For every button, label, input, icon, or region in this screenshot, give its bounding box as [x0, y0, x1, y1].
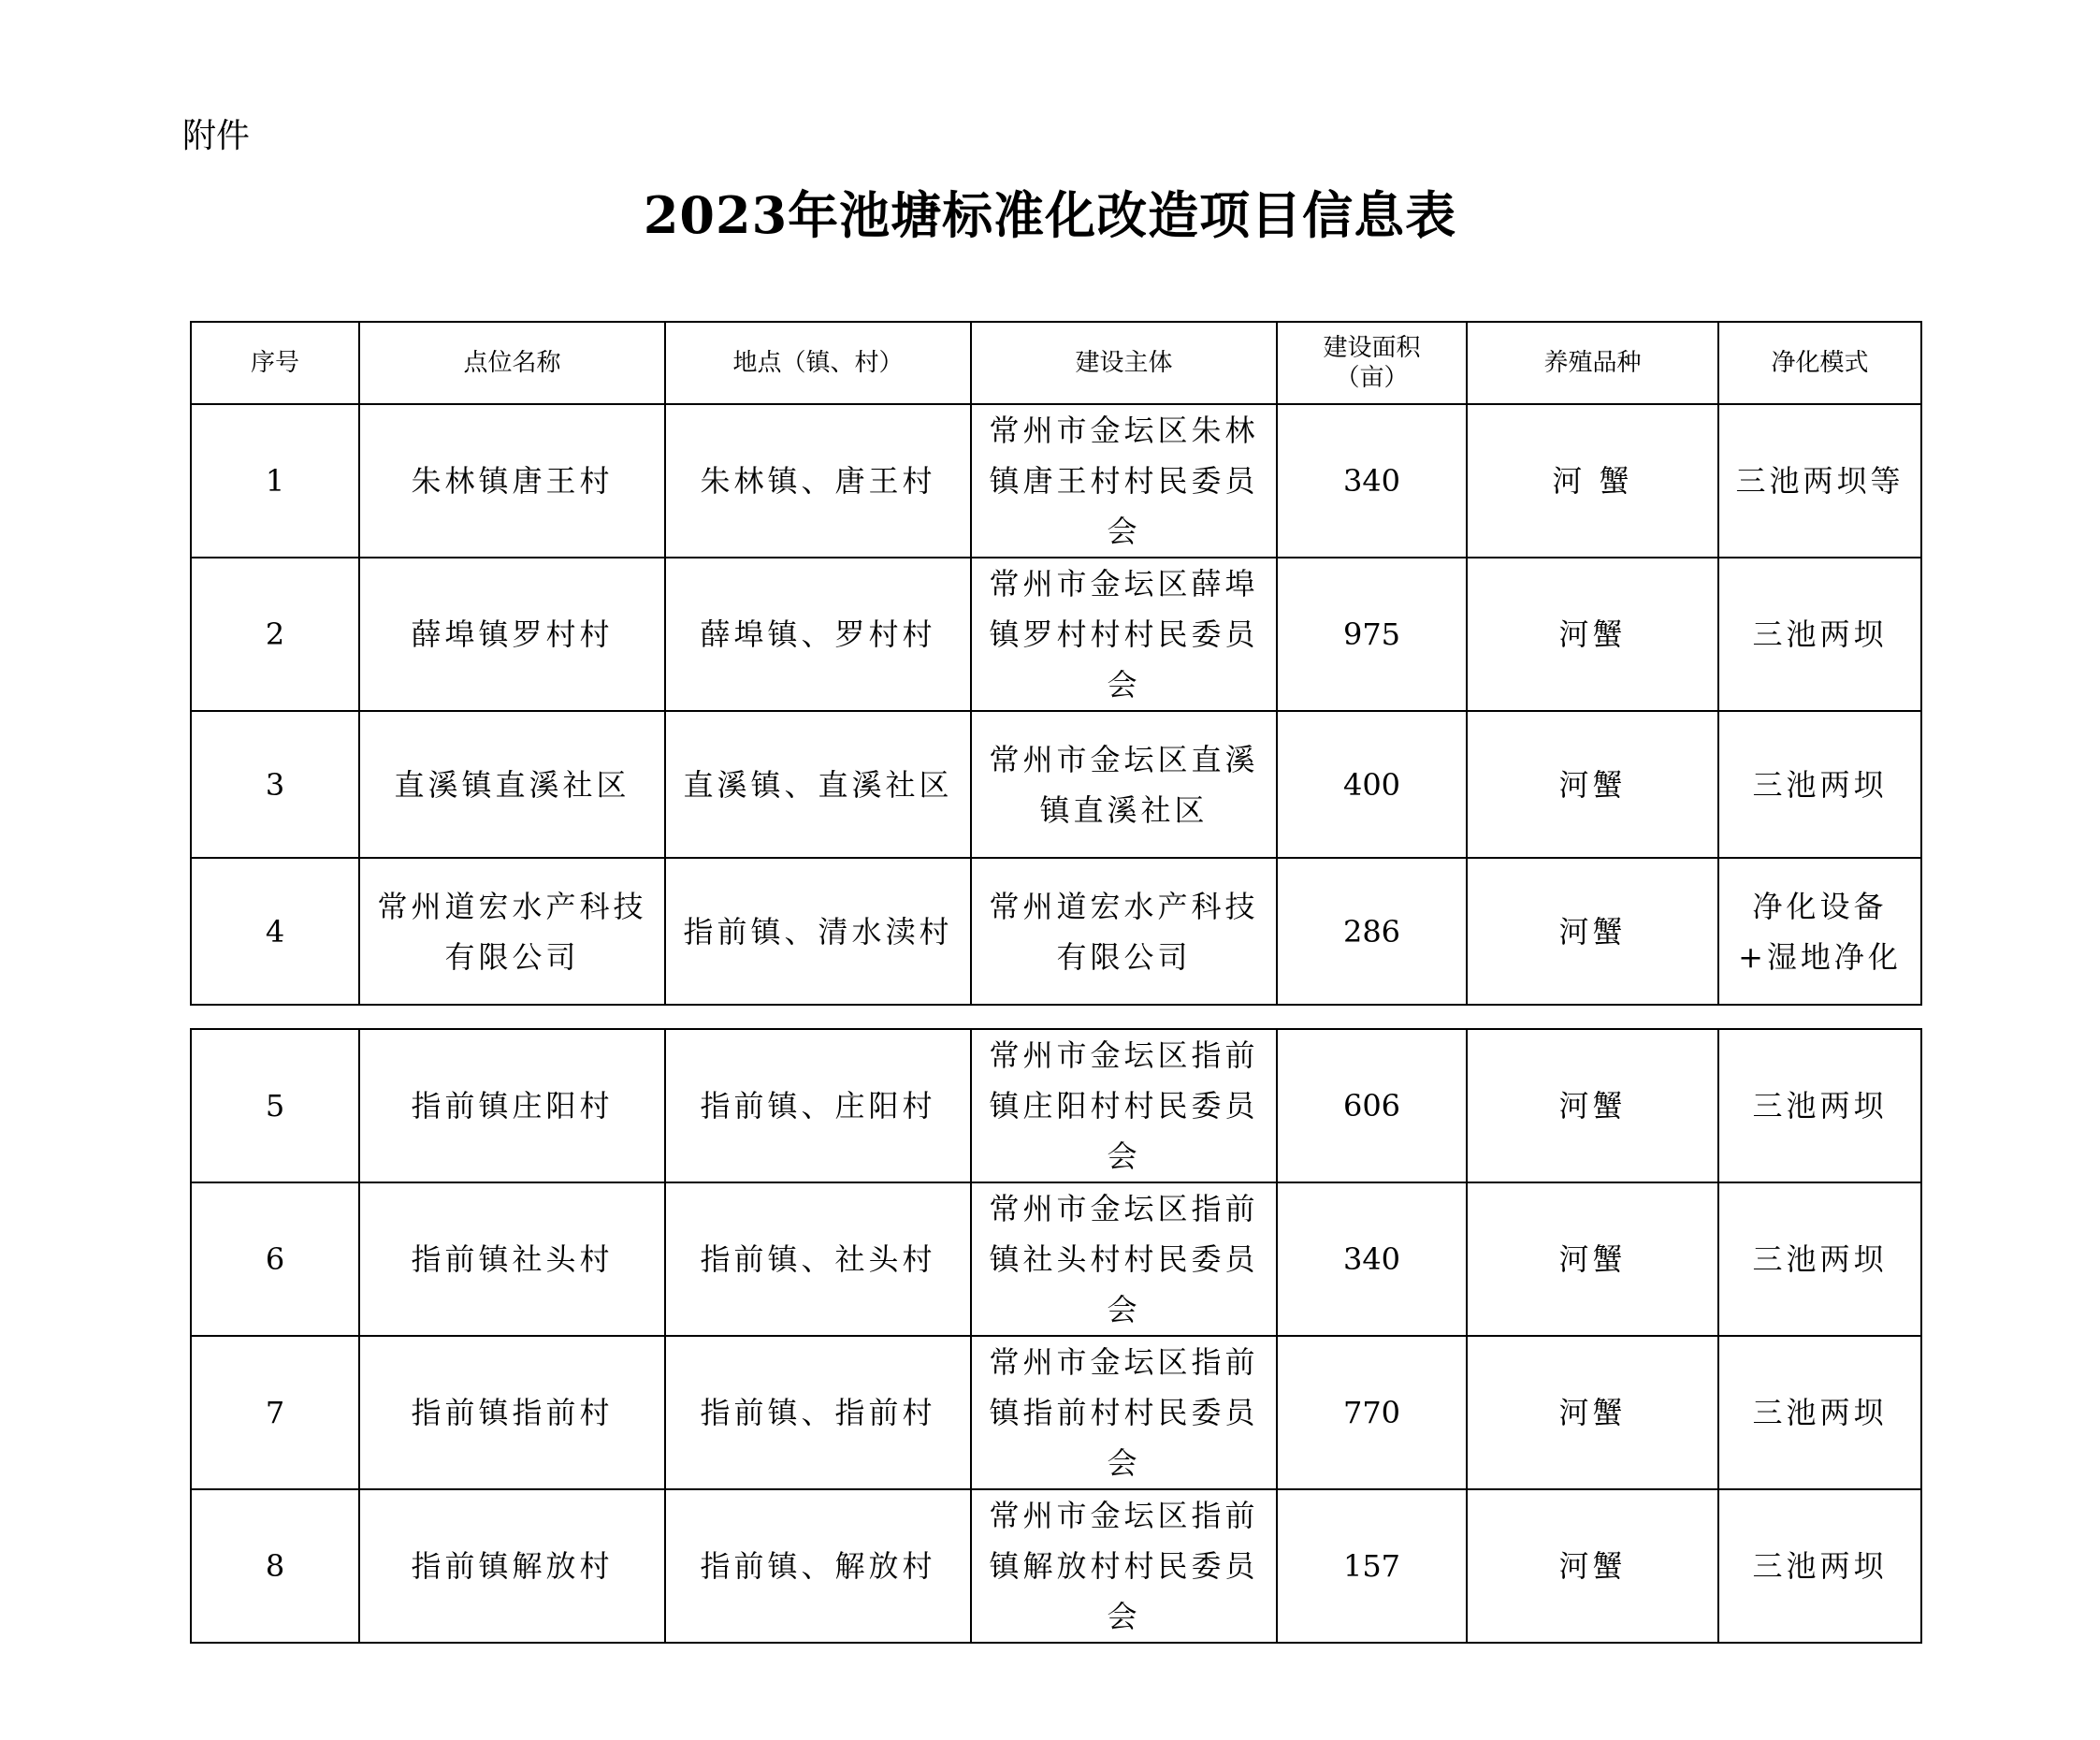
cell-purification: 三池两坝 [1718, 711, 1921, 858]
cell-species: 河蟹 [1467, 1029, 1718, 1182]
table-row [191, 1336, 1921, 1489]
attachment-label: 附件 [182, 117, 251, 155]
cell-seq: 4 [191, 858, 359, 1005]
cell-site-name: 指前镇庄阳村 [359, 1029, 665, 1182]
cell-site-name: 朱林镇唐王村 [359, 404, 665, 558]
cell-area: 975 [1277, 558, 1467, 711]
cell-location: 朱林镇、唐王村 [665, 404, 971, 558]
header-seq: 序号 [191, 322, 359, 404]
header-site-name: 点位名称 [359, 322, 665, 404]
cell-location: 薛埠镇、罗村村 [665, 558, 971, 711]
table-row [191, 1489, 1921, 1643]
table-header-row [191, 322, 1921, 404]
cell-area: 340 [1277, 404, 1467, 558]
header-purification: 净化模式 [1718, 322, 1921, 404]
cell-area: 157 [1277, 1489, 1467, 1643]
cell-builder: 常州市金坛区直溪镇直溪社区 [971, 711, 1277, 858]
cell-seq: 7 [191, 1336, 359, 1489]
cell-area: 400 [1277, 711, 1467, 858]
cell-location: 指前镇、指前村 [665, 1336, 971, 1489]
table-row [191, 711, 1921, 858]
info-table-part-2 [190, 1028, 1922, 1644]
cell-species: 河蟹 [1467, 558, 1718, 711]
cell-purification: 三池两坝 [1718, 1489, 1921, 1643]
cell-species: 河蟹 [1467, 1336, 1718, 1489]
cell-site-name: 指前镇指前村 [359, 1336, 665, 1489]
table-row [191, 404, 1921, 558]
cell-location: 指前镇、社头村 [665, 1182, 971, 1336]
table-row [191, 558, 1921, 711]
cell-purification: 三池两坝 [1718, 558, 1921, 711]
page-title: 2023年池塘标准化改造项目信息表 [643, 185, 1457, 245]
table-row [191, 1029, 1921, 1182]
cell-seq: 1 [191, 404, 359, 558]
cell-builder: 常州道宏水产科技有限公司 [971, 858, 1277, 1005]
cell-species: 河蟹 [1467, 858, 1718, 1005]
header-area: 建设面积（亩） [1277, 322, 1467, 404]
cell-site-name: 指前镇社头村 [359, 1182, 665, 1336]
cell-site-name: 指前镇解放村 [359, 1489, 665, 1643]
cell-seq: 8 [191, 1489, 359, 1643]
cell-area: 286 [1277, 858, 1467, 1005]
cell-purification: 三池两坝等 [1718, 404, 1921, 558]
header-location: 地点（镇、村） [665, 322, 971, 404]
header-builder: 建设主体 [971, 322, 1277, 404]
cell-species: 河蟹 [1467, 1182, 1718, 1336]
cell-site-name: 常州道宏水产科技有限公司 [359, 858, 665, 1005]
cell-area: 770 [1277, 1336, 1467, 1489]
cell-builder: 常州市金坛区指前镇社头村村民委员会 [971, 1182, 1277, 1336]
info-table-part-1 [190, 321, 1922, 1006]
cell-location: 指前镇、庄阳村 [665, 1029, 971, 1182]
cell-seq: 2 [191, 558, 359, 711]
cell-builder: 常州市金坛区朱林镇唐王村村民委员会 [971, 404, 1277, 558]
cell-location: 指前镇、解放村 [665, 1489, 971, 1643]
header-species: 养殖品种 [1467, 322, 1718, 404]
cell-seq: 5 [191, 1029, 359, 1182]
cell-species: 河蟹 [1467, 711, 1718, 858]
cell-builder: 常州市金坛区指前镇解放村村民委员会 [971, 1489, 1277, 1643]
cell-purification: 三池两坝 [1718, 1336, 1921, 1489]
cell-site-name: 直溪镇直溪社区 [359, 711, 665, 858]
table-row [191, 1182, 1921, 1336]
cell-location: 指前镇、清水渎村 [665, 858, 971, 1005]
cell-purification: 三池两坝 [1718, 1029, 1921, 1182]
cell-seq: 3 [191, 711, 359, 858]
cell-species: 河 蟹 [1467, 404, 1718, 558]
cell-site-name: 薛埠镇罗村村 [359, 558, 665, 711]
cell-area: 606 [1277, 1029, 1467, 1182]
cell-location: 直溪镇、直溪社区 [665, 711, 971, 858]
cell-purification: 净化设备+湿地净化 [1718, 858, 1921, 1005]
cell-builder: 常州市金坛区指前镇庄阳村村民委员会 [971, 1029, 1277, 1182]
cell-species: 河蟹 [1467, 1489, 1718, 1643]
table-row [191, 858, 1921, 1005]
cell-builder: 常州市金坛区薛埠镇罗村村村民委员会 [971, 558, 1277, 711]
cell-builder: 常州市金坛区指前镇指前村村民委员会 [971, 1336, 1277, 1489]
cell-area: 340 [1277, 1182, 1467, 1336]
cell-seq: 6 [191, 1182, 359, 1336]
cell-purification: 三池两坝 [1718, 1182, 1921, 1336]
